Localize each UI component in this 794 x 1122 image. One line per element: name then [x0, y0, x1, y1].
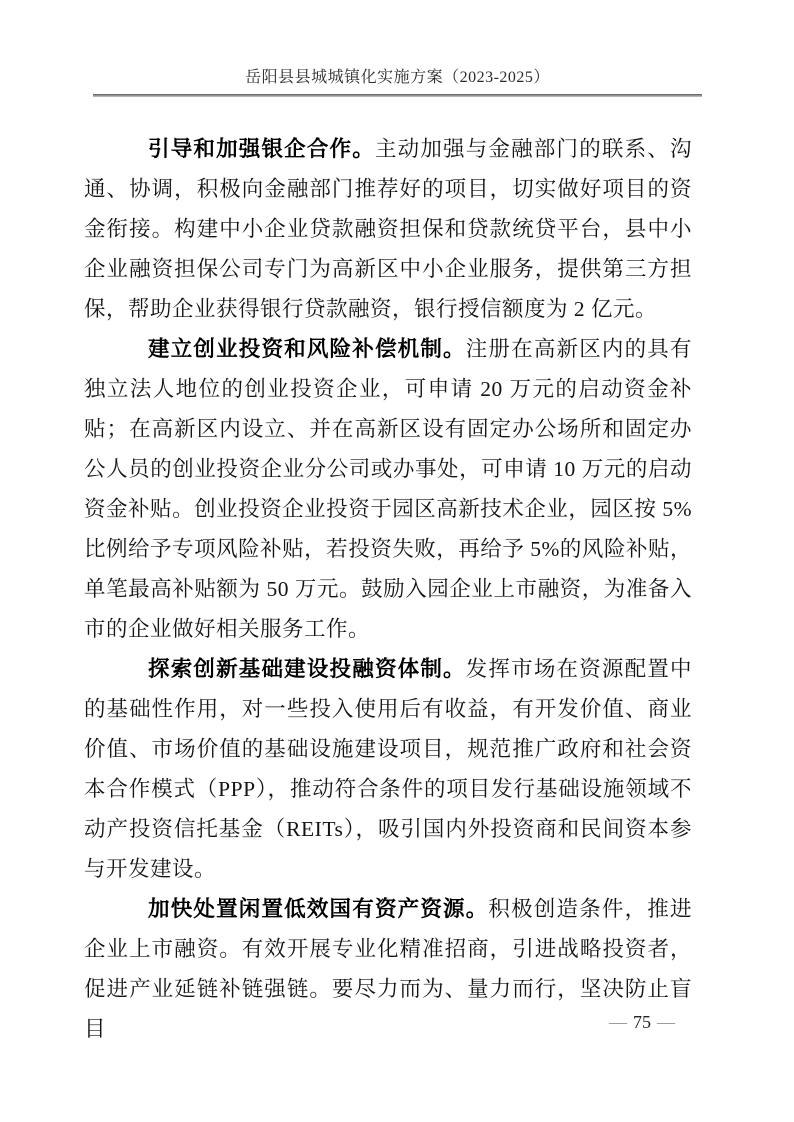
footer-left-dash: —: [609, 1012, 627, 1032]
paragraph-text: 主动加强与金融部门的联系、沟通、协调，积极向金融部门推荐好的项目，切实做好项目的资金衔接。构建中小企业贷款融资担保和贷款统贷平台，县中小企业融资担保公司专门为高新区中小企业服务，提供第三方担保，帮助企业获得银行贷款融资，银行授信额度为 2 亿元。: [84, 137, 692, 321]
paragraph-text: 积极创造条件，推进企业上市融资。有效开展专业化精准招商，引进战略投资者，促进产业延链补链强链。要尽力而为、量力而行，坚决防止盲目: [84, 897, 692, 1041]
paragraph-infrastructure-financing-system: [84, 649, 692, 889]
footer-right-dash: —: [657, 1012, 675, 1032]
header-rule: [93, 94, 702, 97]
paragraph-venture-investment-risk-compensation: [84, 329, 692, 649]
document-body: [84, 129, 692, 1049]
page-header: [93, 64, 702, 97]
page-number: 75: [633, 1012, 651, 1032]
paragraph-lead: 探索创新基础建设投融资体制。: [148, 657, 466, 681]
header-title: 岳阳县县城城镇化实施方案（2023-2025）: [245, 69, 550, 86]
paragraph-idle-state-assets-disposal: [84, 889, 692, 1049]
paragraph-bank-enterprise-cooperation: [84, 129, 692, 329]
paragraph-text: 发挥市场在资源配置中的基础性作用，对一些投入使用后有收益，有开发价值、商业价值、市场价值的基础设施建设项目，规范推广政府和社会资本合作模式（PPP），推动符合条件的项目发行基础设施领域不动产投资信托基金（REITs），吸引国内外投资商和民间资本参与开发建设。: [84, 657, 692, 881]
paragraph-lead: 加快处置闲置低效国有资产资源。: [148, 897, 489, 921]
paragraph-lead: 引导和加强银企合作。: [148, 137, 375, 161]
paragraph-lead: 建立创业投资和风险补偿机制。: [148, 337, 466, 361]
page-footer: [609, 1012, 675, 1033]
paragraph-text: 注册在高新区内的具有独立法人地位的创业投资企业，可申请 20 万元的启动资金补贴；在高新区内设立、并在高新区设有固定办公场所和固定办公人员的创业投资企业分公司或办事处，可申请 10 万元的启动资金补贴。创业投资企业投资于园区高新技术企业，园区按 5%比例给予专项风险补贴，若投资失败，再给予 5%的风险补贴，单笔最高补贴额为 50 万元。鼓励入园企业上市融资，为准备入市的企业做好相关服务工作。: [84, 337, 692, 641]
